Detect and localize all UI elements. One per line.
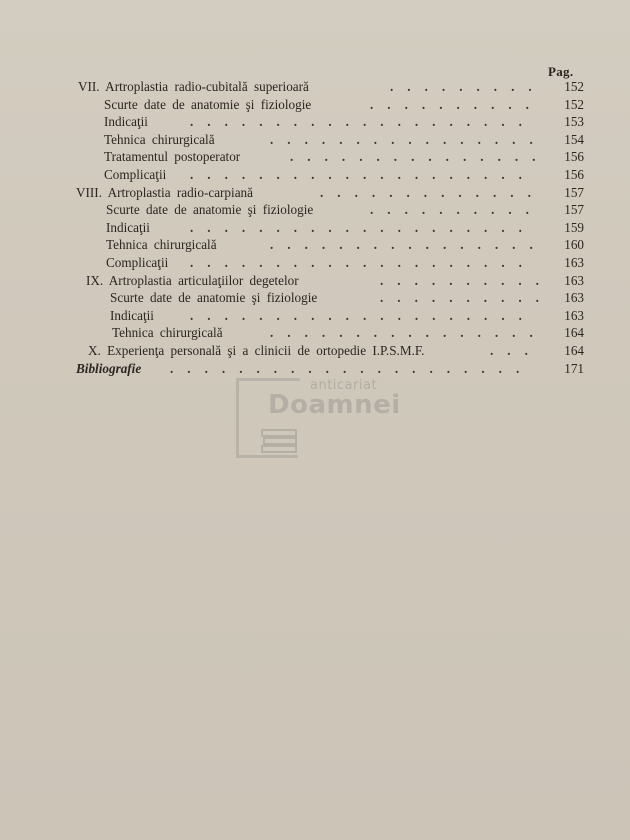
- page-column-header: Pag.: [548, 64, 574, 79]
- toc-page-number: 153: [564, 114, 584, 130]
- watermark-small-text: anticariat: [310, 378, 378, 393]
- toc-entry-title: Complicaţii: [104, 166, 167, 182]
- toc-leader-dots: ....................: [190, 114, 536, 130]
- toc-leader-dots: ..........: [370, 202, 543, 218]
- watermark: [236, 378, 436, 462]
- toc-entry-title: Tehnica chirurgicală: [112, 325, 223, 341]
- toc-entry-title: Tehnica chirurgicală: [104, 131, 215, 147]
- toc-row: [0, 219, 630, 237]
- toc-entry-title: Indicaţii: [110, 307, 154, 323]
- toc-leader-dots: ....................: [190, 166, 536, 182]
- toc-entry-title: X. Experienţa personală şi a clinicii de ortopedie I.P.S.M.F.: [88, 342, 425, 358]
- toc-page-number: 156: [564, 166, 584, 182]
- toc-page-number: 163: [564, 290, 584, 306]
- toc-entry-title: Bibliografie: [76, 360, 142, 376]
- toc-page-number: 157: [564, 184, 584, 200]
- toc-page-number: 152: [564, 96, 584, 112]
- toc-page-number: 164: [564, 342, 584, 358]
- toc-row: [0, 96, 630, 114]
- toc-row: [0, 254, 630, 272]
- toc-entry-title: Scurte date de anatomie şi fiziologie: [110, 290, 318, 306]
- toc-leader-dots: ..........: [370, 96, 543, 112]
- books-icon: [260, 426, 300, 456]
- toc-leader-dots: ..........: [380, 272, 553, 288]
- toc-leader-dots: ..........: [380, 290, 553, 306]
- toc-entry-title: Tehnica chirurgicală: [106, 237, 217, 253]
- toc-page-number: 164: [564, 325, 584, 341]
- toc-page-number: 157: [564, 202, 584, 218]
- toc-leader-dots: ...............: [290, 149, 550, 165]
- toc-page-number: 154: [564, 131, 584, 147]
- toc-leader-dots: ................: [270, 237, 547, 253]
- toc-leader-dots: ................: [270, 131, 547, 147]
- toc-leader-dots: .........: [390, 79, 546, 94]
- table-of-contents: [0, 78, 630, 377]
- toc-leader-dots: .............: [320, 184, 545, 200]
- toc-entry-title: IX. Artroplastia articulaţiilor degetelor: [86, 272, 299, 288]
- toc-entry-title: Indicaţii: [106, 219, 150, 235]
- toc-leader-dots: .....................: [170, 360, 534, 376]
- toc-entry-title: VIII. Artroplastia radio-carpiană: [76, 184, 253, 200]
- toc-leader-dots: ...: [490, 342, 542, 358]
- toc-row: [0, 113, 630, 131]
- toc-row: [0, 184, 630, 202]
- toc-row: [0, 131, 630, 149]
- toc-entry-title: Complicaţii: [106, 254, 169, 270]
- toc-row: [0, 324, 630, 342]
- toc-row: [0, 307, 630, 325]
- toc-entry-title: VII. Artroplastia radio-cubitală superioară: [78, 79, 309, 94]
- watermark-big-text: Doamnei: [268, 390, 401, 420]
- toc-page-number: 163: [564, 272, 584, 288]
- toc-page-number: 163: [564, 254, 584, 270]
- toc-row: [0, 201, 630, 219]
- toc-row: [0, 148, 630, 166]
- toc-leader-dots: ....................: [190, 219, 536, 235]
- toc-leader-dots: ................: [270, 325, 547, 341]
- toc-leader-dots: ....................: [190, 307, 536, 323]
- toc-row: [0, 342, 630, 360]
- toc-row: [0, 166, 630, 184]
- toc-row: [0, 272, 630, 290]
- toc-row: [0, 78, 630, 96]
- toc-entry-title: Tratamentul postoperator: [104, 149, 241, 165]
- toc-leader-dots: ....................: [190, 254, 536, 270]
- toc-row: [0, 360, 630, 378]
- toc-page-number: 152: [564, 79, 584, 94]
- toc-entry-title: Scurte date de anatomie şi fiziologie: [104, 96, 312, 112]
- toc-page-number: 160: [564, 237, 584, 253]
- toc-entry-title: Scurte date de anatomie şi fiziologie: [106, 202, 314, 218]
- toc-row: [0, 289, 630, 307]
- toc-row: [0, 236, 630, 254]
- toc-page-number: 163: [564, 307, 584, 323]
- toc-page-number: 159: [564, 219, 584, 235]
- toc-page-number: 171: [564, 360, 584, 376]
- toc-page-number: 156: [564, 149, 584, 165]
- toc-entry-title: Indicaţii: [104, 114, 148, 130]
